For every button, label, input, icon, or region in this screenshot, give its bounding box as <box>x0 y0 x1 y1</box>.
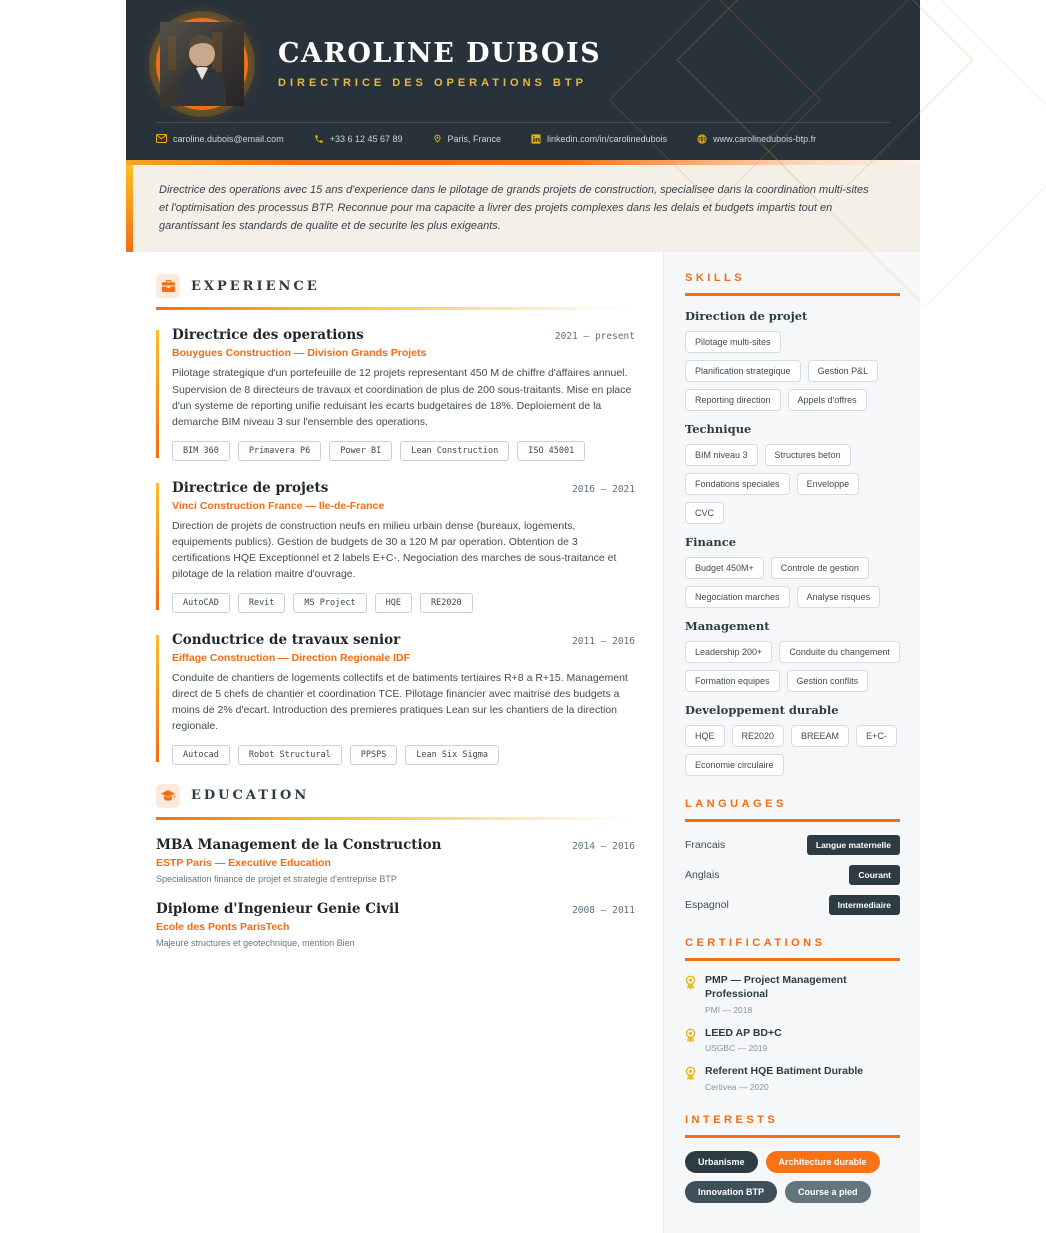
job-tags <box>172 441 635 461</box>
header <box>126 0 920 160</box>
skill-pill: Reporting direction <box>685 389 781 411</box>
interest-pills <box>685 1151 900 1203</box>
skill-group-name: Management <box>685 619 770 634</box>
job-title: Directrice des operations <box>172 327 364 344</box>
skill-tag: RE2020 <box>420 593 473 613</box>
skill-pills <box>685 444 900 524</box>
interest-pill: Course a pied <box>785 1181 871 1203</box>
skill-pill: Analyse risques <box>797 586 881 608</box>
section-rule <box>156 817 635 820</box>
skill-pill: HQE <box>685 725 725 747</box>
skill-tag: Lean Six Sigma <box>405 745 499 765</box>
sidebar-section-title: INTERESTS <box>685 1114 779 1126</box>
skill-tag: HQE <box>375 593 412 613</box>
interest-pill: Architecture durable <box>766 1151 880 1173</box>
skill-tag: Robot Structural <box>238 745 342 765</box>
experience-entry <box>156 480 635 613</box>
skill-pill: Gestion P&L <box>808 360 879 382</box>
section-rule <box>156 307 635 310</box>
sidebar-section-title: CERTIFICATIONS <box>685 937 826 950</box>
skill-tag: PPSPS <box>350 745 398 765</box>
sidebar-section-rule <box>685 819 900 822</box>
skill-pill: Economie circulaire <box>685 754 784 776</box>
skill-pill: Budget 450M+ <box>685 557 764 579</box>
cv-page <box>126 0 920 1197</box>
job-company: Vinci Construction France — Ile-de-France <box>172 499 385 512</box>
sidebar-section-title: SKILLS <box>685 272 746 285</box>
skill-pills <box>685 725 900 776</box>
skill-pill: Pilotage multi-sites <box>685 331 781 353</box>
certification-issuer: PMI — 2018 <box>705 1004 753 1015</box>
language-level-badge: Langue maternelle <box>807 835 900 855</box>
degree-dates: 2014 — 2016 <box>572 840 635 852</box>
degree-title: Diplome d'Ingenieur Genie Civil <box>156 900 400 917</box>
language-row <box>685 835 900 855</box>
skill-pill: BIM niveau 3 <box>685 444 758 466</box>
skill-tag: MS Project <box>293 593 366 613</box>
language-row <box>685 895 900 915</box>
skill-pills <box>685 557 900 608</box>
certification-entry <box>685 974 900 1014</box>
degree-dates: 2008 — 2011 <box>572 904 635 916</box>
skill-pill: Leadership 200+ <box>685 641 772 663</box>
interest-pill: Innovation BTP <box>685 1181 777 1203</box>
experience-entry <box>156 327 635 460</box>
language-level-badge: Intermediaire <box>829 895 900 915</box>
job-dates: 2021 — present <box>554 331 635 343</box>
profile-photo <box>156 18 248 110</box>
job-company: Bouygues Construction — Division Grands Projets <box>172 347 427 360</box>
skill-tag: Primavera P6 <box>238 441 321 461</box>
contact-email[interactable]: caroline.dubois@email.com <box>156 134 284 144</box>
skill-tag: ISO 45001 <box>517 441 585 461</box>
skill-tag: Lean Construction <box>400 441 509 461</box>
degree-detail: Majeure structures et geotechnique, mention Bien <box>156 937 355 948</box>
skill-pill: Formation equipes <box>685 670 780 692</box>
summary-text: Directrice des operations avec 15 ans d'experience dans le pilotage de grands projets de construction, specialisee dans la coordination multi-sites et l'optimisation des processus BTP. Reconnue pour ma capacite a livrer des projets complexes dans les delais et budgets impartis tout en garantissant les standards de qualite et de securite les plus exigeants. <box>159 184 869 232</box>
education-entry <box>156 901 635 948</box>
job-title: Directrice de projets <box>172 479 329 496</box>
person-name: CAROLINE DUBOIS <box>278 37 602 69</box>
contact-bar <box>156 122 890 144</box>
skill-pills <box>685 331 900 411</box>
linkedin-icon <box>531 134 541 144</box>
medal-icon <box>685 976 696 990</box>
skill-pill: RE2020 <box>732 725 785 747</box>
skill-pill: Controle de gestion <box>771 557 869 579</box>
contact-phone[interactable]: +33 6 12 45 67 89 <box>314 134 403 144</box>
graduation-cap-icon <box>156 784 180 808</box>
certification-name: LEED AP BD+C <box>705 1026 782 1039</box>
school-name: Ecole des Ponts ParisTech <box>156 920 290 933</box>
interest-pill: Urbanisme <box>685 1151 758 1173</box>
skill-pill: Enveloppe <box>797 473 860 495</box>
skill-tag: Autocad <box>172 745 230 765</box>
job-dates: 2016 — 2021 <box>572 483 635 495</box>
school-name: ESTP Paris — Executive Education <box>156 856 331 869</box>
job-description: Pilotage strategique d'un portefeuille de 12 projets representant 450 M de chiffre d'affaires annuel. Supervision de 8 directeurs de travaux et coordination de plus de 200 sous-traitants. Mise en place d'un systeme de reporting unifie reduisant les ecarts budgetaires de 18%. Deploiement de la demarche BIM niveau 3 sur l'ensemble des operations. <box>172 367 632 429</box>
skill-group-name: Technique <box>685 422 752 437</box>
job-company: Eiffage Construction — Direction Regionale IDF <box>172 651 411 664</box>
experience-entry <box>156 632 635 765</box>
language-row <box>685 865 900 885</box>
job-dates: 2011 — 2016 <box>572 635 635 647</box>
globe-icon <box>697 134 707 144</box>
certification-entry <box>685 1027 900 1054</box>
section-title: EDUCATION <box>191 788 310 804</box>
phone-icon <box>314 134 324 144</box>
job-title: Conductrice de travaux senior <box>172 631 401 648</box>
location-pin-icon <box>433 133 442 144</box>
skill-tag: Revit <box>238 593 286 613</box>
certifications-section <box>685 937 900 1092</box>
medal-icon <box>685 1029 696 1043</box>
job-tags <box>172 745 635 765</box>
sidebar-section-rule <box>685 958 900 961</box>
person-title: DIRECTRICE DES OPERATIONS BTP <box>278 77 587 90</box>
skill-pill: E+C- <box>856 725 897 747</box>
skill-pill: Fondations speciales <box>685 473 790 495</box>
summary-accent-edge <box>126 165 133 252</box>
job-description: Direction de projets de construction neufs en milieu urbain dense (bureaux, logements, equipements publics). Gestion de budgets de 30 a 120 M par operation. Obtention de 3 certifications HQE Exceptionnel et 2 labels E+C-. Negociation des marches de sous-traitance et pilotage de la relation maitre d'ouvrage. <box>172 519 617 581</box>
experience-header <box>156 274 635 298</box>
sidebar-section-rule <box>685 293 900 296</box>
degree-detail: Specialisation finance de projet et strategie d'entreprise BTP <box>156 873 397 884</box>
summary-section <box>126 165 920 252</box>
skill-pill: Gestion conflits <box>787 670 869 692</box>
sidebar-section-rule <box>685 1135 900 1138</box>
skill-pill: Conduite du changement <box>779 641 900 663</box>
skill-pill: CVC <box>685 502 724 524</box>
skill-pill: Negociation marches <box>685 586 790 608</box>
sidebar-section-title: LANGUAGES <box>685 798 787 811</box>
contact-linkedin[interactable]: linkedin.com/in/carolinedubois <box>531 134 667 144</box>
envelope-icon <box>156 134 167 143</box>
certification-entry <box>685 1065 900 1092</box>
skill-group-name: Developpement durable <box>685 703 839 718</box>
skills-section <box>685 272 900 776</box>
skill-group-name: Finance <box>685 535 737 550</box>
education-entry <box>156 837 635 884</box>
skill-tag: AutoCAD <box>172 593 230 613</box>
language-level-badge: Courant <box>849 865 900 885</box>
certification-name: Referent HQE Batiment Durable <box>705 1065 864 1078</box>
language-name: Anglais <box>685 869 720 882</box>
skill-pills <box>685 641 900 692</box>
skill-pill: Planification strategique <box>685 360 801 382</box>
contact-location: Paris, France <box>433 133 502 144</box>
section-title: EXPERIENCE <box>191 278 320 294</box>
skill-tag: BIM 360 <box>172 441 230 461</box>
interests-section <box>685 1114 900 1203</box>
sidebar <box>663 252 920 1233</box>
job-description: Conduite de chantiers de logements collectifs et de batiments tertiaires R+8 a R+15. Management direct de 5 chefs de chantier et coordination TCE. Pilotage financier avec maitrise des budgets a moins de 2% d'ecart. Introduction des premieres pratiques Lean sur les chantiers de la direction regionale. <box>172 671 628 733</box>
language-name: Francais <box>685 839 726 852</box>
language-name: Espagnol <box>685 899 729 912</box>
job-tags <box>172 593 635 613</box>
certification-name: PMP — Project Management Professional <box>705 974 847 1001</box>
skill-pill: BREEAM <box>791 725 849 747</box>
languages-section <box>685 798 900 915</box>
main-column <box>126 252 663 1233</box>
contact-website[interactable]: www.carolinedubois-btp.fr <box>697 134 816 144</box>
certification-issuer: Certivea — 2020 <box>705 1082 769 1092</box>
skill-pill: Appels d'offres <box>788 389 867 411</box>
medal-icon <box>685 1067 696 1081</box>
skill-group-name: Direction de projet <box>685 309 808 324</box>
skill-pill: Structures beton <box>765 444 851 466</box>
degree-title: MBA Management de la Construction <box>156 836 442 853</box>
skill-tag: Power BI <box>329 441 392 461</box>
certification-issuer: USGBC — 2019 <box>705 1043 768 1054</box>
briefcase-icon <box>156 274 180 298</box>
education-header <box>156 784 635 808</box>
